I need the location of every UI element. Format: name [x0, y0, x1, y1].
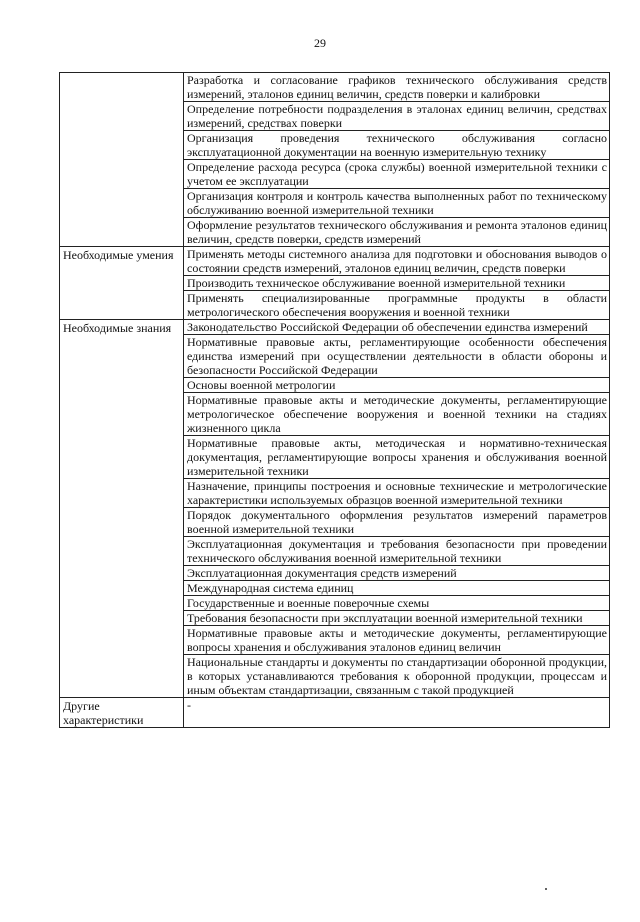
section-item: Организация проведения технического обслуживания согласно эксплуатационной документации на военную измерительную технику — [184, 131, 610, 160]
section-item: Нормативные правовые акты и методические документы, регламентирующие вопросы хранения и обслуживания эталонов единиц величин — [184, 626, 610, 655]
table-row — [60, 698, 610, 728]
section-item: Применять специализированные программные продукты в области метрологического обеспечения вооружения и военной техники — [184, 291, 610, 320]
section-item: Нормативные правовые акты, регламентирующие особенности обеспечения единства измерений при осуществлении деятельности в области обороны и безопасности Российской Федерации — [184, 335, 610, 378]
section-item: Определение потребности подразделения в эталонах единиц величин, средствах измерений, средствах поверки — [184, 102, 610, 131]
section-label: Необходимые знания — [60, 320, 184, 698]
section-item: Оформление результатов технического обслуживания и ремонта эталонов единиц величин, средств поверки, средств измерений — [184, 218, 610, 247]
table-row — [60, 247, 610, 276]
section-item: Нормативные правовые акты и методические документы, регламентирующие метрологическое обеспечение вооружения и военной техники на стадиях жизненного цикла — [184, 393, 610, 436]
section-label — [60, 73, 184, 247]
section-item: Определение расхода ресурса (срока службы) военной измерительной техники с учетом ее эксплуатации — [184, 160, 610, 189]
section-item: Применять методы системного анализа для подготовки и обоснования выводов о состоянии средств измерений, эталонов единиц величин, средств поверки — [184, 247, 610, 276]
table-row — [60, 320, 610, 335]
section-item: Порядок документального оформления результатов измерений параметров военной измерительной техники — [184, 508, 610, 537]
section-item: Международная система единиц — [184, 581, 610, 596]
section-item: Разработка и согласование графиков технического обслуживания средств измерений, эталонов единиц величин, средств поверки и калибровки — [184, 73, 610, 102]
section-label: Необходимые умения — [60, 247, 184, 320]
qualification-table — [59, 72, 610, 728]
page-number: 29 — [314, 36, 326, 50]
section-item: Национальные стандарты и документы по стандартизации оборонной продукции, в которых устанавливаются требования к оборонной продукции, процессам и иным объектам стандартизации, связанным с такой продукцией — [184, 655, 610, 698]
section-item: - — [184, 698, 610, 728]
table-row — [60, 73, 610, 102]
section-item: Эксплуатационная документация и требования безопасности при проведении технического обслуживания военной измерительной техники — [184, 537, 610, 566]
section-item: Организация контроля и контроль качества выполненных работ по техническому обслуживанию военной измерительной техники — [184, 189, 610, 218]
qualification-table-body — [60, 73, 610, 728]
section-item: Законодательство Российской Федерации об обеспечении единства измерений — [184, 320, 610, 335]
section-label: Другие характеристики — [60, 698, 184, 728]
section-item: Основы военной метрологии — [184, 378, 610, 393]
section-item: Эксплуатационная документация средств измерений — [184, 566, 610, 581]
section-item: Производить техническое обслуживание военной измерительной техники — [184, 276, 610, 291]
section-item: Требования безопасности при эксплуатации военной измерительной техники — [184, 611, 610, 626]
section-item: Назначение, принципы построения и основные технические и метрологические характеристики используемых образцов военной измерительной техники — [184, 479, 610, 508]
section-item: Государственные и военные поверочные схемы — [184, 596, 610, 611]
scan-speck — [545, 888, 547, 890]
section-item: Нормативные правовые акты, методическая и нормативно-техническая документация, регламентирующие вопросы хранения и обслуживания военной измерительной техники — [184, 436, 610, 479]
